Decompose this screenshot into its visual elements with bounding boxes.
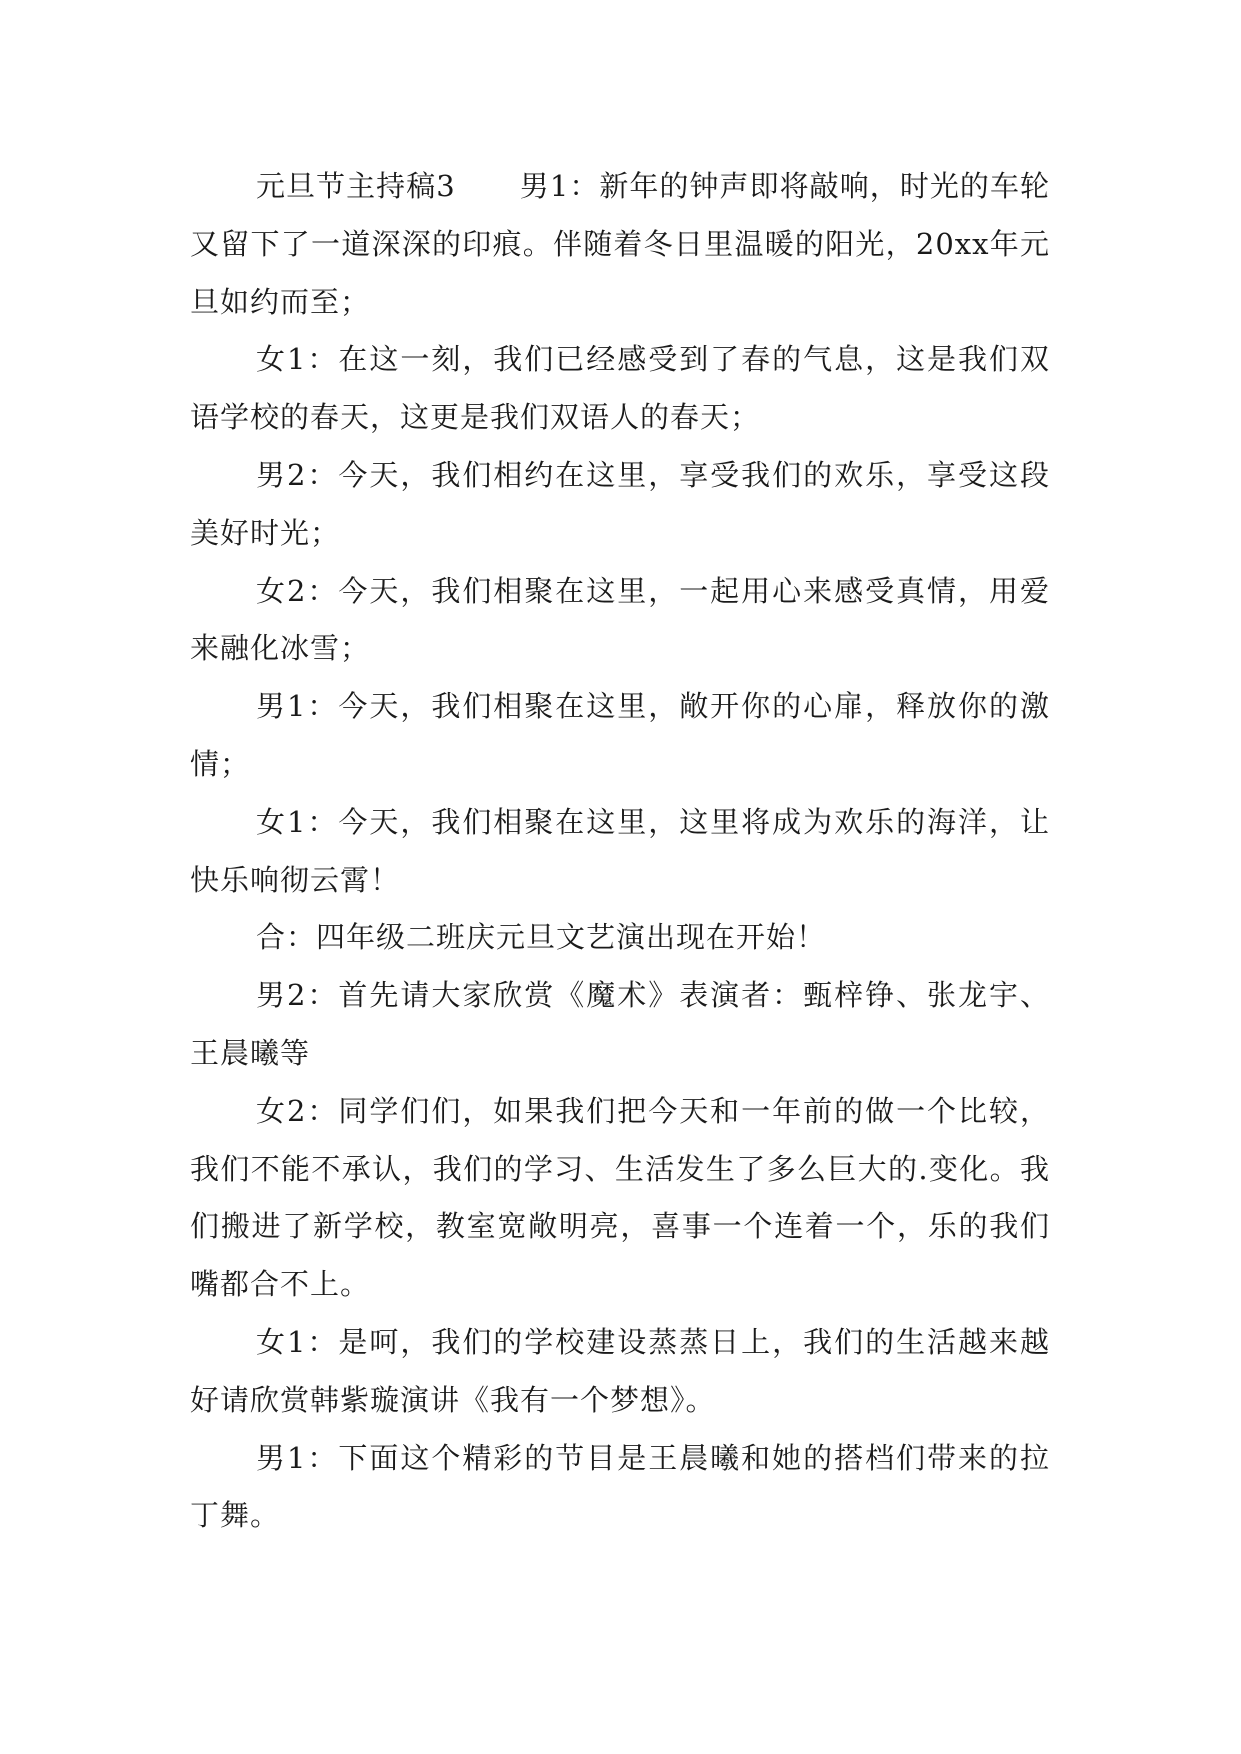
document-title: 元旦节主持稿3: [256, 169, 456, 203]
paragraph: 女2：同学们们，如果我们把今天和一年前的做一个比较，我们不能不承认，我们的学习、生活发生了多么巨大的.变化。我们搬进了新学校，教室宽敞明亮，喜事一个连着一个，乐的我们嘴都合不上。: [190, 1093, 1050, 1302]
paragraph: 男2：首先请大家欣赏《魔术》表演者：甄梓铮、张龙宇、王晨曦等: [190, 978, 1050, 1070]
paragraph: 合：四年级二班庆元旦文艺演出现在开始！: [256, 920, 827, 955]
document-page: [190, 158, 1050, 1545]
opening-paragraph: [190, 158, 1050, 331]
paragraph: 女1：今天，我们相聚在这里，这里将成为欢乐的海洋，让快乐响彻云霄！: [190, 804, 1050, 897]
paragraph-text: 男1：新年的钟声即将敲响，时光的车轮又留下了一道深深的印痕。伴随着冬日里温暖的阳光，20xx年元旦如约而至；: [190, 169, 1051, 319]
paragraph: 女1：在这一刻，我们已经感受到了春的气息，这是我们双语学校的春天，这更是我们双语人的春天；: [190, 342, 1050, 435]
paragraph: 男2：今天，我们相约在这里，享受我们的欢乐，享受这段美好时光；: [190, 457, 1050, 550]
paragraph: 男1：今天，我们相聚在这里，敞开你的心扉，释放你的激情；: [190, 689, 1050, 781]
paragraph: 女2：今天，我们相聚在这里，一起用心来感受真情，用爱来融化冰雪；: [190, 573, 1050, 666]
paragraph: 男1：下面这个精彩的节目是王晨曦和她的搭档们带来的拉丁舞。: [190, 1440, 1050, 1533]
paragraph: 女1：是呵，我们的学校建设蒸蒸日上，我们的生活越来越好请欣赏韩紫璇演讲《我有一个梦想》。: [190, 1324, 1050, 1417]
